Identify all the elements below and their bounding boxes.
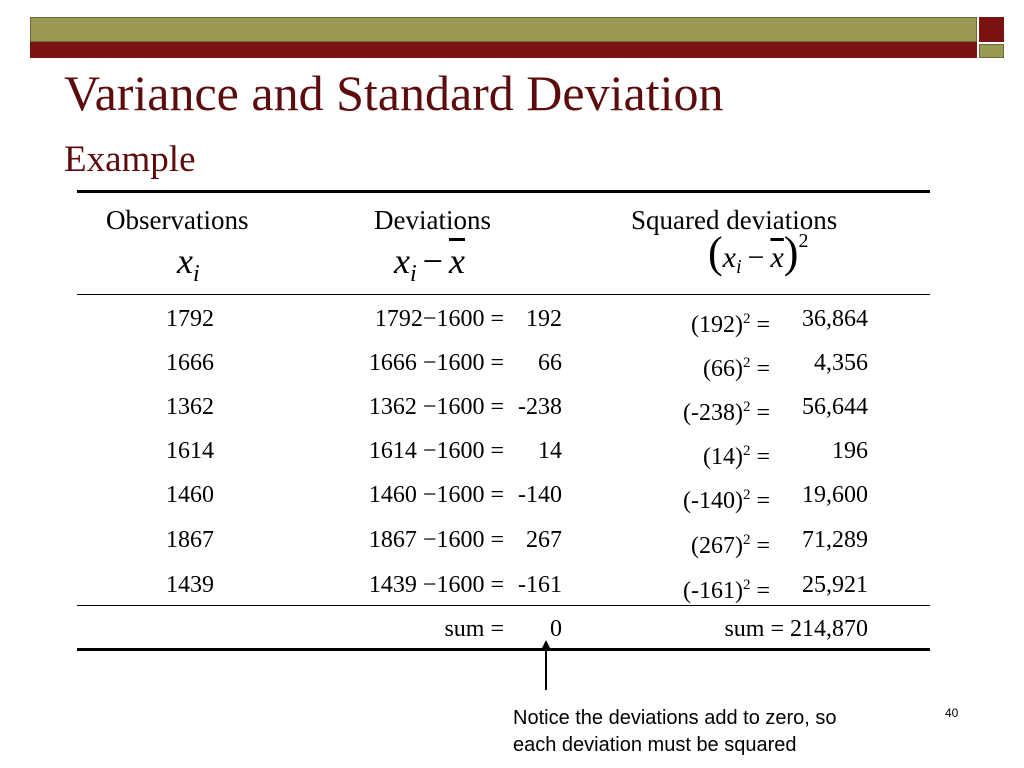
deviation-expression: 1666 −1600 = — [368, 350, 504, 376]
symbol-minus: − — [422, 241, 443, 281]
observation-cell: 1362 — [166, 394, 214, 420]
table-row — [0, 480, 1024, 514]
deviation-value: -238 — [518, 394, 562, 420]
squared-equals: = — [750, 533, 770, 559]
squared-expression — [683, 570, 770, 606]
observation-cell: 1867 — [166, 527, 214, 553]
table-row — [0, 348, 1024, 382]
deviation-expression: 1867 −1600 = — [368, 527, 504, 553]
squared-base: (-140) — [682, 488, 743, 514]
symbol-paren-open: ( — [708, 228, 723, 277]
squared-power: 2 — [742, 532, 751, 548]
deviation-value: -161 — [518, 572, 562, 598]
observation-cell: 1460 — [166, 482, 214, 508]
symbol-x: x — [394, 241, 410, 281]
squared-power: 2 — [742, 399, 751, 415]
symbol-subscript-i: i — [192, 261, 200, 287]
squared-power: 2 — [742, 311, 751, 327]
deviation-expression: 1439 −1600 = — [368, 572, 504, 598]
squared-expression — [691, 304, 770, 340]
symbol-x-bar: $\overline{x}$ — [770, 241, 784, 274]
page-number: 40 — [945, 706, 959, 720]
squared-power: 2 — [742, 487, 751, 503]
squared-value: 25,921 — [802, 572, 868, 598]
squared-base: (-238) — [682, 400, 743, 426]
symbol-x: x — [177, 241, 193, 281]
header-bar-olive — [30, 17, 977, 42]
squared-equals: = — [750, 488, 770, 514]
symbol-x-bar: $\overline{x}$ — [448, 241, 465, 281]
deviation-expression: 1460 −1600 = — [368, 482, 504, 508]
squared-base: (14) — [702, 444, 743, 470]
squared-equals: = — [750, 356, 770, 382]
symbol-power-two: 2 — [798, 230, 809, 252]
deviation-expression: 1362 −1600 = — [368, 394, 504, 420]
squared-base: (-161) — [682, 578, 743, 604]
note-line-1: Notice the deviations add to zero, so — [513, 707, 837, 729]
corner-square-maroon — [979, 17, 1004, 42]
observation-cell: 1666 — [166, 350, 214, 376]
header-observations: Observations — [106, 205, 249, 235]
deviation-value: 66 — [538, 350, 562, 376]
squared-value: 56,644 — [802, 394, 868, 420]
deviation-value: 267 — [526, 527, 562, 553]
deviation-expression: 1792−1600 = — [374, 306, 504, 332]
table-top-rule — [77, 190, 930, 193]
symbol-minus: − — [747, 241, 765, 274]
table-row — [0, 570, 1024, 604]
symbol-subscript-i: i — [409, 261, 417, 287]
arrow-shaft — [545, 642, 547, 690]
squared-sum-label: sum = 214,870 — [724, 616, 868, 642]
squared-equals: = — [750, 444, 770, 470]
squared-equals: = — [750, 312, 770, 338]
header-bar-maroon — [30, 42, 977, 58]
sum-row — [0, 614, 1024, 644]
deviation-sum-value: 0 — [550, 616, 562, 642]
squared-value: 71,289 — [802, 527, 868, 553]
header-squared-deviations: Squared deviations — [631, 205, 838, 235]
squared-base: (267) — [690, 533, 743, 559]
squared-base: (192) — [690, 312, 743, 338]
squared-value: 36,864 — [802, 306, 868, 332]
deviation-value: 192 — [526, 306, 562, 332]
squared-value: 19,600 — [802, 482, 868, 508]
symbol-paren-close: ) — [783, 228, 799, 277]
deviation-expression: 1614 −1600 = — [368, 438, 504, 464]
squared-expression — [703, 436, 770, 472]
table-row — [0, 525, 1024, 559]
symbol-squared-deviation — [708, 228, 809, 278]
squared-expression — [683, 392, 770, 428]
table-header-rule — [77, 294, 930, 295]
observation-cell: 1792 — [166, 306, 214, 332]
deviation-value: -140 — [518, 482, 562, 508]
note-text — [513, 705, 953, 759]
table-row — [0, 436, 1024, 470]
squared-value: 4,356 — [814, 350, 868, 376]
observation-cell: 1439 — [166, 572, 214, 598]
deviation-sum-label: sum = — [444, 616, 504, 642]
table-row — [0, 304, 1024, 338]
squared-power: 2 — [742, 355, 751, 371]
deviation-value: 14 — [538, 438, 562, 464]
symbol-subscript-i: i — [735, 256, 742, 278]
squared-expression — [691, 525, 770, 561]
table-bottom-rule — [77, 648, 930, 651]
corner-square-olive — [979, 44, 1004, 58]
slide-title: Variance and Standard Deviation — [64, 65, 724, 121]
squared-expression — [683, 480, 770, 516]
squared-power: 2 — [742, 577, 751, 593]
squared-equals: = — [750, 578, 770, 604]
squared-power: 2 — [742, 443, 751, 459]
squared-base: (66) — [702, 356, 743, 382]
slide-subtitle: Example — [64, 139, 196, 180]
squared-expression — [703, 348, 770, 384]
note-line-2: each deviation must be squared — [513, 734, 797, 756]
table-sum-rule — [77, 605, 930, 606]
table-row — [0, 392, 1024, 426]
observation-cell: 1614 — [166, 438, 214, 464]
symbol-x: x — [722, 241, 736, 274]
squared-value: 196 — [832, 438, 868, 464]
header-deviations: Deviations — [374, 205, 491, 235]
symbol-xi-minus-xbar — [394, 243, 465, 286]
symbol-xi — [177, 243, 200, 286]
squared-equals: = — [750, 400, 770, 426]
